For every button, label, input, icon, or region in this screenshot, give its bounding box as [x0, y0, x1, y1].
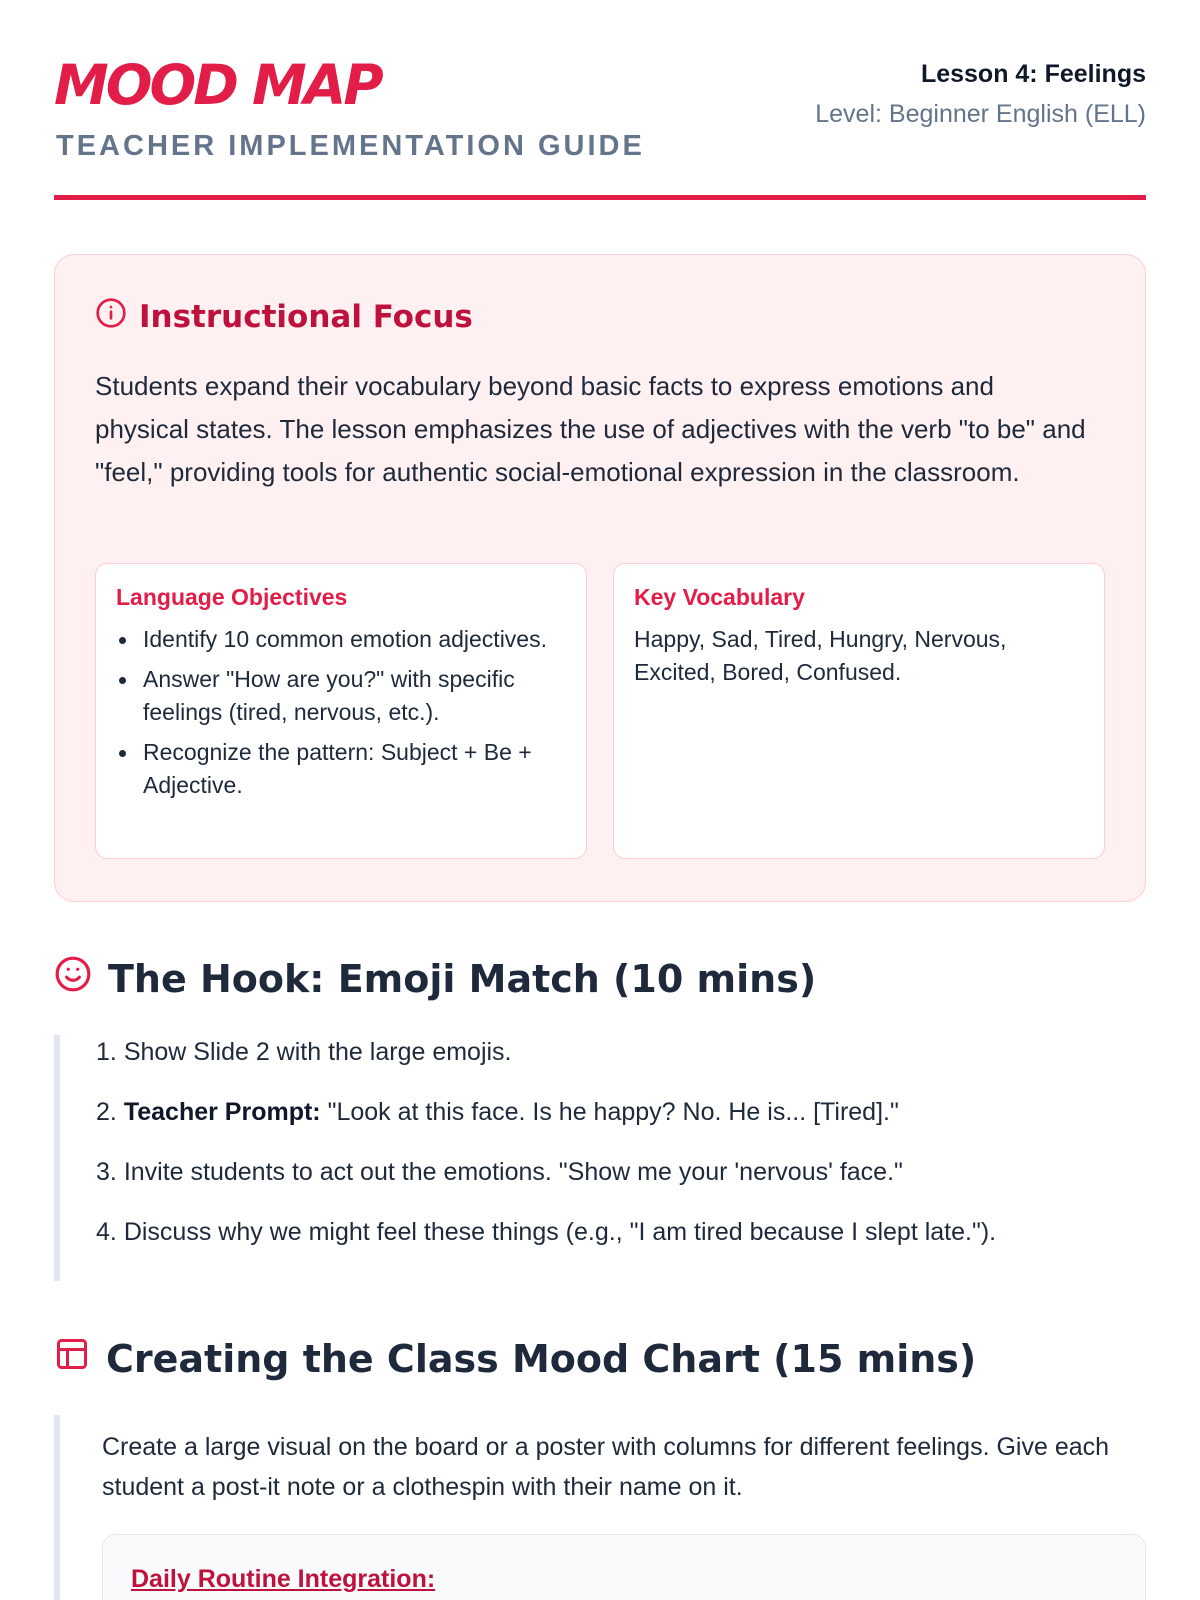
hook-steps: [54, 1035, 1160, 1281]
focus-heading: [95, 297, 473, 337]
step-item: 4. Discuss why we might feel these things (e.g., "I am tired because I slept late.").: [96, 1218, 997, 1246]
objectives-list: [116, 623, 566, 802]
language-objectives-card: [95, 563, 587, 859]
daily-routine-box: [102, 1534, 1146, 1600]
step-item: 3. Invite students to act out the emotions. "Show me your 'nervous' face.": [96, 1158, 903, 1186]
page-header: [54, 50, 1146, 200]
lesson-level: Level: Beginner English (ELL): [815, 100, 1146, 128]
objective-item: Recognize the pattern: Subject + Be + Adjective.: [116, 736, 566, 802]
guide-subtitle: TEACHER IMPLEMENTATION GUIDE: [56, 130, 645, 162]
objective-item: Identify 10 common emotion adjectives.: [116, 623, 566, 656]
instructional-focus-panel: [54, 254, 1146, 902]
lesson-title: Lesson 4: Feelings: [920, 60, 1146, 88]
daily-routine-title: Daily Routine Integration:: [131, 1565, 436, 1593]
step-item: 2. Teacher Prompt: "Look at this face. Is he happy? No. He is... [Tired].": [96, 1098, 899, 1126]
mood-chart-description: Create a large visual on the board or a poster with columns for different feelings. Give each student a post-it note or a clothespin with their name on it.: [102, 1433, 1110, 1501]
info-circle-icon: [95, 297, 127, 337]
objectives-title: Language Objectives: [116, 584, 348, 610]
layout-table-icon: [54, 1336, 90, 1381]
focus-description: Students expand their vocabulary beyond basic facts to express emotions and physical states. The lesson emphasizes the use of adjectives with the verb "to be" and "feel," providing tools for authentic social-emotional expression in the classroom.: [95, 371, 1086, 487]
step-item: 1. Show Slide 2 with the large emojis.: [96, 1038, 512, 1066]
hook-title: The Hook: Emoji Match (10 mins): [108, 956, 817, 1001]
vocabulary-list: Happy, Sad, Tired, Hungry, Nervous, Excited, Bored, Confused.: [634, 626, 1007, 685]
smiley-face-icon: [54, 955, 92, 1002]
mood-chart-content: [54, 1415, 1146, 1600]
teacher-prompt-label: Teacher Prompt:: [123, 1098, 321, 1126]
objective-item: Answer "How are you?" with specific feelings (tired, nervous, etc.).: [116, 663, 566, 729]
key-vocabulary-card: [613, 563, 1105, 859]
hook-section-heading: [54, 955, 816, 1002]
vocabulary-title: Key Vocabulary: [634, 584, 805, 610]
mood-chart-title: Creating the Class Mood Chart (15 mins): [106, 1336, 977, 1381]
mood-chart-section-heading: [54, 1336, 976, 1381]
focus-title: Instructional Focus: [139, 299, 473, 335]
brand-logo: MOOD MAP: [54, 53, 381, 117]
